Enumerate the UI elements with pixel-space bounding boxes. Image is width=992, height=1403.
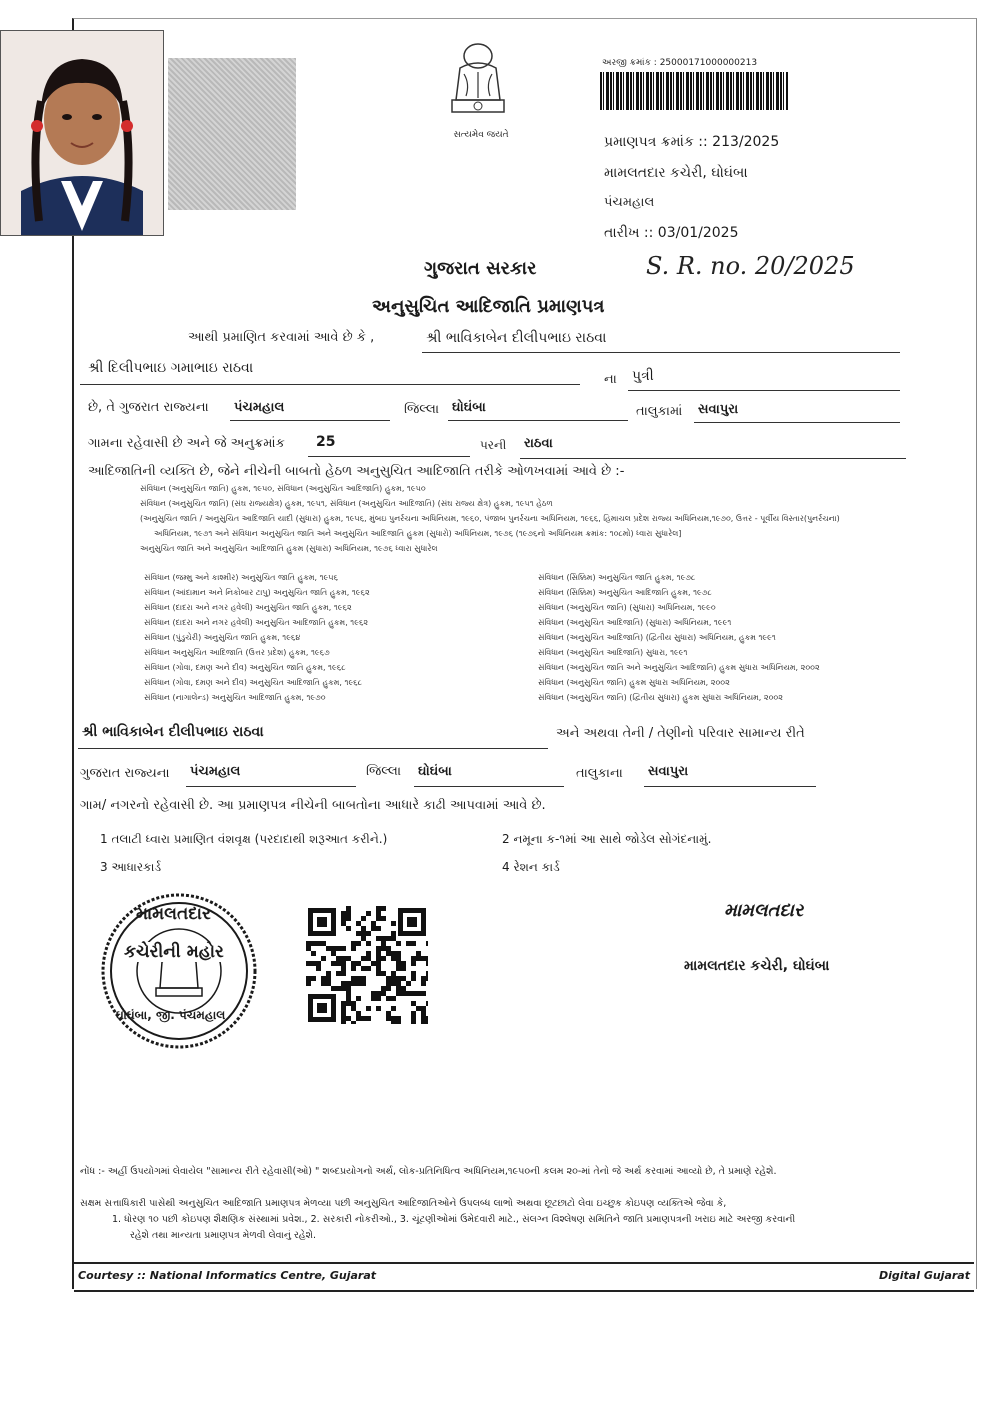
order-line: સંવિધાન (દાદરા અને નગર હવેલી) અનુસુચિત જાતિ હુકમ, ૧૯૬૨ [144, 603, 352, 612]
issue-date: તારીખ :: 03/01/2025 [604, 225, 739, 241]
resident-text: ગામના રહેવાસી છે અને જે અનુક્રમાંક [88, 436, 285, 451]
qr-code [306, 906, 428, 1024]
order-line: સંવિધાન (નાગાલેન્ડ) અનુસુચિત આદિજાતિ હુકમ, ૧૯૭૦ [144, 693, 326, 702]
relation-line [628, 390, 900, 391]
state-prefix: છે, તે ગુજરાત રાજ્યના [88, 400, 209, 415]
orders-left [144, 570, 524, 705]
applicant-photo [0, 30, 164, 236]
barcode [600, 72, 788, 110]
order-line: સંવિધાન (અનુસુચિત જાતિ અને અનુસુચિત આદિજાતિ) હુકમ સુધારા અધિનિયમ, ૨૦૦૨ [538, 663, 820, 672]
national-emblem-icon [440, 38, 516, 138]
seal-text-top: મામલતદાર [136, 904, 211, 924]
district2-line [186, 786, 356, 787]
relation-value: પુત્રી [632, 368, 654, 384]
district-label: જિલ્લા [404, 402, 440, 417]
tribe-value: રાઠવા [524, 436, 553, 451]
family-text: અને અથવા તેની / તેણીનો પરિવાર સામાન્ય રીતે [556, 726, 805, 741]
village2-line [644, 786, 816, 787]
order-line: સંવિધાન (અનુસુચિત જાતિ) હુકમ સુધારા અધિનિયમ, ૨૦૦૨ [538, 678, 730, 687]
na-label: ના [604, 372, 617, 387]
order-line: સંવિધાન (અનુસુચિત જાતિ) (દ્વિતીય સુધારા) હુકમ સુધારા અધિનિયમ, ૨૦૦૨ [538, 693, 783, 702]
signature: મામલતદાર [724, 900, 804, 921]
certificate-number: પ્રમાણપત્ર ક્રમાંક :: 213/2025 [604, 134, 780, 150]
holder-name: શ્રી ભાવિકાબેન દીલીપભાઇ રાઠવા [426, 330, 607, 346]
document-item: 4 રેશન કાર્ડ [502, 860, 560, 874]
order-line: અધિનિયમ, ૧૯૭૧ અને સંવિધાન અનુસુચિત જાતિ અને અનુસુચિત આદિજાતિ હુકમ (સુધારો) અધિનિયમ, ૧૯૭૬ (૧૯૭૬નો અધિનિયમ ક્રમાંક: ૧૦૮મો) ધ્વારા સુધારેલ] [154, 529, 682, 538]
basis-text: ગામ/ નગરનો રહેવાસી છે. આ પ્રમાણપત્ર નીચેની બાબતોના આધારે કાઢી આપવામાં આવે છે. [80, 798, 546, 813]
holder-name-repeat-line [78, 748, 548, 749]
order-line: સંવિધાન (અનુસુચિત જાતિ) હુકમ, ૧૯૫૦, સંવિધાન (અનુસુચિત આદિજાતિ) હુકમ, ૧૯૫૦ [140, 484, 426, 493]
taluka2-value: ઘોઘંબા [418, 764, 452, 779]
document-item: 3 આધારકાર્ડ [100, 860, 162, 874]
handwritten-serial: S. R. no. 20/2025 [646, 252, 855, 280]
emblem-caption: સત્યમેવ જયતે [453, 130, 509, 140]
footer-courtesy: Courtesy :: National Informatics Centre, Gujarat [78, 1269, 377, 1282]
order-line: સંવિધાન (ગોવા, દમણ અને દીવ) અનુસુચિત આદિજાતિ હુકમ, ૧૯૬૮ [144, 678, 363, 687]
upon-label: પરની [480, 438, 507, 452]
photo-stamp-copy [168, 58, 296, 210]
village-line [694, 422, 900, 423]
taluka-label: તાલુકામાં [636, 404, 683, 419]
document-item: 2 નમૂના ક-૧માં આ સાથે જોડેલ સોગંદનામું. [502, 832, 712, 846]
seal-text-bottom: ઘોઘંબા, જી. પંચમહાલ [116, 1008, 226, 1022]
order-line: સંવિધાન (અનુસુચિત આદિજાતિ) સુધારા, ૧૯૯૧ [538, 648, 688, 657]
footer-brand: Digital Gujarat [879, 1269, 970, 1282]
order-line: સંવિધાન (અનુસુચિત જાતિ) (સુધારા) અધિનિયમ, ૧૯૯૦ [538, 603, 716, 612]
taluka2-line [414, 786, 564, 787]
state2-label: ગુજરાત રાજ્યના [80, 766, 170, 781]
village2-value: સવાપુરા [648, 764, 689, 779]
village-value: સવાપુરા [698, 402, 739, 417]
order-line: (અનુસુચિત જાતિ / અનુસુચિત આદિજાતિ યાદી (સુધારા) હુકમ, ૧૯૫૬, મુંબઇ પુનર્રચના અધિનિયમ, ૧૯૬૦, પંજાબ પુનર્રચના અધિનિયમ, ૧૯૬૬, હિમાચલ પ્રદેશ રાજ્ય અધિનિયમ,૧૯૭૦, ઉત્તર - પૂર્વીય વિસ્તાર(પુનર્રચના) [140, 514, 840, 523]
document-item: 1 તલાટી ધ્વારા પ્રમાણિત વંશવૃક્ષ (પરદાદાથી શરૂઆત કરીને.) [100, 832, 388, 846]
order-line: સંવિધાન (અનુસુચિત જાતિ) (સંઘ રાજ્યક્ષેત્ર) હુકમ, ૧૯૫૧, સંવિધાન (અનુસુચિત આદિજાતિ) (સંઘ રાજ્ય ક્ષેત્ર) હુકમ, ૧૯૫૧ હેઠળ [140, 499, 553, 508]
seal-text-middle: કચેરીની મહોર [124, 942, 224, 962]
government-title: ગુજરાત સરકાર [424, 258, 537, 279]
district-line [230, 420, 390, 421]
order-line: અનુસુચિત જાતિ અને અનુસુચિત આદિજાતિ હુકમ (સુધારા) અધિનિયમ, ૧૯૭૬ ધ્વારા સુધારેલ [140, 544, 438, 553]
district2-value: પંચમહાલ [190, 764, 241, 779]
order-line: સંવિધાન અનુસુચિત આદિજાતિ (ઉત્તર પ્રદેશ) હુકમ, ૧૯૬૭ [144, 648, 330, 657]
note-benefits-list: 1. ધોરણ ૧૦ પછી કોઇપણ શૈક્ષણિક સંસ્થામાં પ્રવેશ., 2. સરકારી નોકરીઓ., 3. ચૂંટણીઓમાં ઉમેદવારી માટે., સંલગ્ન વિશ્લેષણ સમિતિને જાતિ પ્રમાણપત્રની ખરાઇ માટે અરજી કરવાની [112, 1214, 796, 1225]
tribe-line [520, 458, 906, 459]
order-line: સંવિધાન (પુંડુચેરી) અનુસુચિત જાતિ હુકમ, ૧૯૬૪ [144, 633, 301, 642]
note-benefits: સક્ષમ સત્તાધિકારી પાસેથી અનુસુચિત આદિજાતિ પ્રમાણપત્ર મેળવ્યા પછી અનુસુચિત આદિજાતિઓને ઉપલબ્ધ લાભો અથવા છૂટછાટો લેવા ઇચ્છુક કોઇપણ વ્યક્તિએ જેવા કે, [80, 1198, 727, 1209]
orders-top [140, 481, 900, 556]
father-name-line [80, 384, 580, 385]
taluka-line [448, 420, 628, 421]
order-line: સંવિધાન (અનુસુચિત આદિજાતિ) (દ્વિતીય સુધારા) અધિનિયમ, હુકમ ૧૯૯૧ [538, 633, 776, 642]
order-line: સંવિધાન (જમ્મુ અને કાશ્મીર) અનુસુચિત જાતિ હુકમ, ૧૯૫૬ [144, 573, 338, 582]
note-usual-resident: નોંધ :- અહીં ઉપયોગમાં લેવાયેલ "સામાન્ય રીતે રહેવાસી(ઓ) " શબ્દપ્રયોગનો અર્થ, લોક-પ્રતિનિધિત્વ અધિનિયમ,૧૯૫૦ની કલમ ૨૦-માં તેનો જે અર્થ કરવામાં આવ્યો છે, તે પ્રમાણે રહેશે. [80, 1166, 777, 1177]
district-value: પંચમહાલ [234, 400, 285, 415]
holder-name-line [422, 352, 900, 353]
certificate-title: અનુસુચિત આદિજાતિ પ્રમાણપત્ર [372, 296, 605, 317]
issuing-district: પંચમહાલ [604, 195, 655, 210]
father-name: શ્રી દિલીપભાઇ ગમાભાઇ રાઠવા [88, 360, 254, 376]
tribe-text: આદિજાતિની વ્યક્તિ છે, જેને નીચેની બાબતો હેઠળ અનુસુચિત આદિજાતિ તરીકે ઓળખવામાં આવે છે :- [88, 464, 625, 479]
taluka2-label: તાલુકાના [576, 766, 623, 781]
note-validity: રહેશે તથા માન્યતા પ્રમાણપત્ર મેળવી લેવાનું રહેશે. [130, 1230, 316, 1241]
order-line: સંવિધાન (આંદામાન અને નિકોબાર ટાપુ) અનુસુચિત જાતિ હુકમ, ૧૯૬૨ [144, 588, 370, 597]
order-line: સંવિધાન (સિક્કિમ) અનુસુચિત જાતિ હુકમ, ૧૯૭૮ [538, 573, 696, 582]
district2-label: જિલ્લા [366, 764, 402, 779]
order-line: સંવિધાન (દાદરા અને નગર હવેલી) અનુસુચિત આદિજાતિ હુકમ, ૧૯૬૨ [144, 618, 369, 627]
order-line: સંવિધાન (અનુસુચિત આદિજાતિ) (સુધારા) અધિનિયમ, ૧૯૯૧ [538, 618, 732, 627]
footer-bar [74, 1262, 974, 1292]
holder-name-repeat: શ્રી ભાવિકાબેન દીલીપભાઇ રાઠવા [82, 724, 264, 740]
issuing-office: મામલતદાર કચેરી, ઘોઘંબા [604, 165, 748, 181]
serial-number: 25 [316, 434, 336, 450]
application-number: અરજી ક્રમાંક : 25000171000000213 [602, 58, 758, 68]
signatory-designation: મામલતદાર કચેરી, ઘોઘંબા [684, 958, 830, 974]
order-line: સંવિધાન (સિક્કિમ) અનુસુચિત આદિજાતિ હુકમ, ૧૯૭૮ [538, 588, 712, 597]
taluka-value: ઘોઘંબા [452, 400, 486, 415]
order-line: સંવિધાન (ગોવા, દમણ અને દીવ) અનુસુચિત જાતિ હુકમ, ૧૯૬૮ [144, 663, 346, 672]
intro-text: આથી પ્રમાણિત કરવામાં આવે છે કે , [188, 330, 375, 345]
serial-line [308, 456, 470, 457]
orders-right [538, 570, 898, 705]
